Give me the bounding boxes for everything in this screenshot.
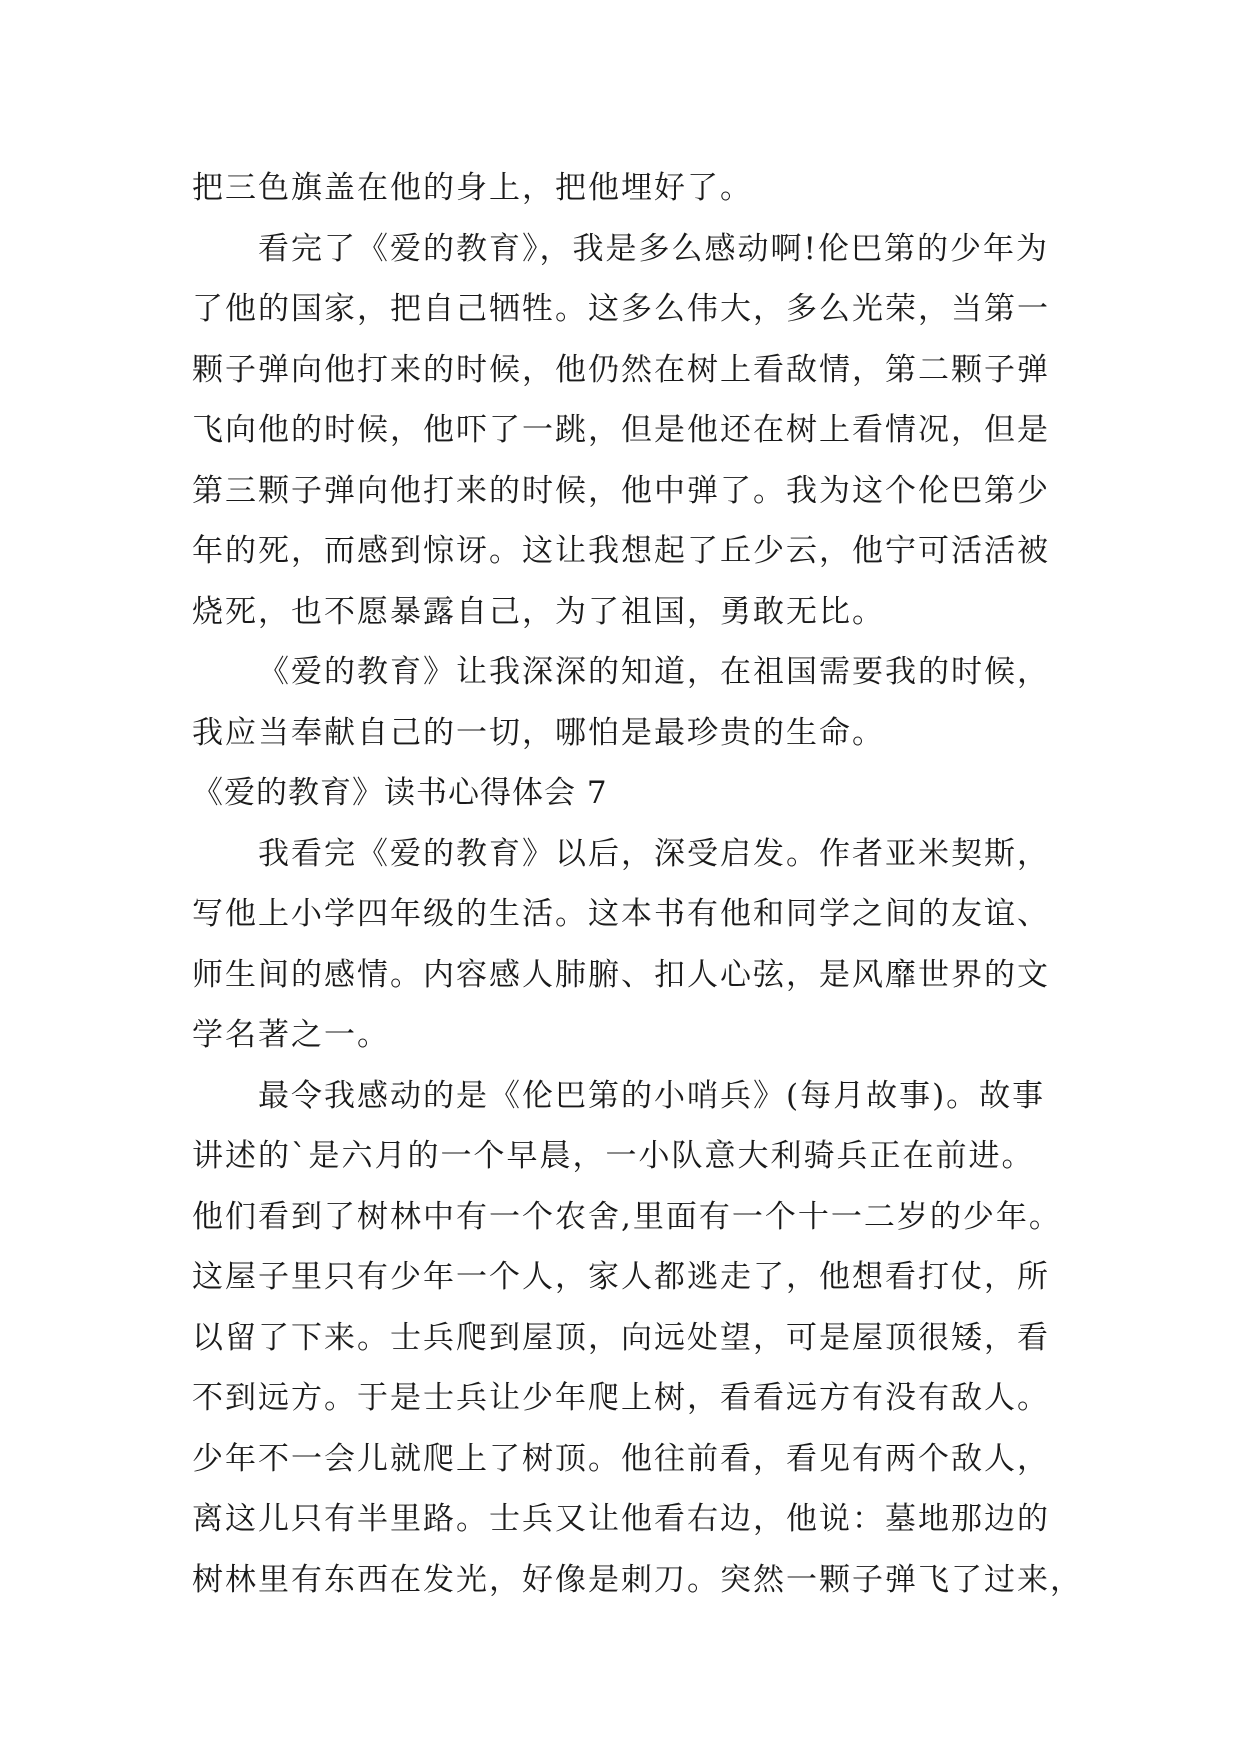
text-line: 学名著之一。	[192, 1017, 390, 1053]
text-line: 树林里有东西在发光，好像是刺刀。突然一颗子弹飞了过来，	[192, 1561, 1083, 1598]
text-line: 年的死，而感到惊讶。这让我想起了丘少云，他宁可活活被	[192, 533, 1050, 569]
text-line: 离这儿只有半里路。士兵又让他看右边，他说：墓地那边的	[192, 1501, 1050, 1537]
text-line: 了他的国家，把自己牺牲。这多么伟大，多么光荣，当第一	[192, 291, 1050, 327]
document-body	[192, 158, 1083, 1610]
paragraph-start-line: 《爱的教育》让我深深的知道，在祖国需要我的时候，	[258, 654, 1050, 690]
text-line: 飞向他的时候，他吓了一跳，但是他还在树上看情况，但是	[192, 412, 1050, 448]
text-line: 不到远方。于是士兵让少年爬上树，看看远方有没有敌人。	[192, 1380, 1050, 1416]
text-line: 烧死，也不愿暴露自己，为了祖国，勇敢无比。	[192, 593, 885, 630]
text-line: 少年不一会儿就爬上了树顶。他往前看，看见有两个敌人，	[192, 1440, 1050, 1477]
text-line: 他们看到了树林中有一个农舍,里面有一个十一二岁的少年。	[192, 1198, 1062, 1235]
text-line: 这屋子里只有少年一个人，家人都逃走了，他想看打仗，所	[192, 1259, 1050, 1295]
section-heading: 《爱的教育》读书心得体会 7	[192, 775, 608, 811]
text-line: 颗子弹向他打来的时候，他仍然在树上看敌情，第二颗子弹	[192, 351, 1050, 388]
text-line: 第三颗子弹向他打来的时候，他中弹了。我为这个伦巴第少	[192, 472, 1050, 509]
text-line: 讲述的`是六月的一个早晨，一小队意大利骑兵正在前进。	[192, 1138, 1035, 1174]
text-line: 以留了下来。士兵爬到屋顶，向远处望，可是屋顶很矮，看	[192, 1319, 1050, 1356]
text-line: 师生间的感情。内容感人肺腑、扣人心弦，是风靡世界的文	[192, 956, 1050, 993]
paragraph-start-line: 我看完《爱的教育》以后，深受启发。作者亚米契斯，	[258, 835, 1050, 872]
text-line: 写他上小学四年级的生活。这本书有他和同学之间的友谊、	[192, 896, 1050, 932]
paragraph-start-line: 看完了《爱的教育》，我是多么感动啊!伦巴第的少年为	[258, 230, 1049, 267]
text-line: 把三色旗盖在他的身上，把他埋好了。	[192, 170, 753, 206]
paragraph-start-line: 最令我感动的是《伦巴第的小哨兵》(每月故事)。故事	[258, 1077, 1046, 1114]
text-line: 我应当奉献自己的一切，哪怕是最珍贵的生命。	[192, 714, 885, 751]
